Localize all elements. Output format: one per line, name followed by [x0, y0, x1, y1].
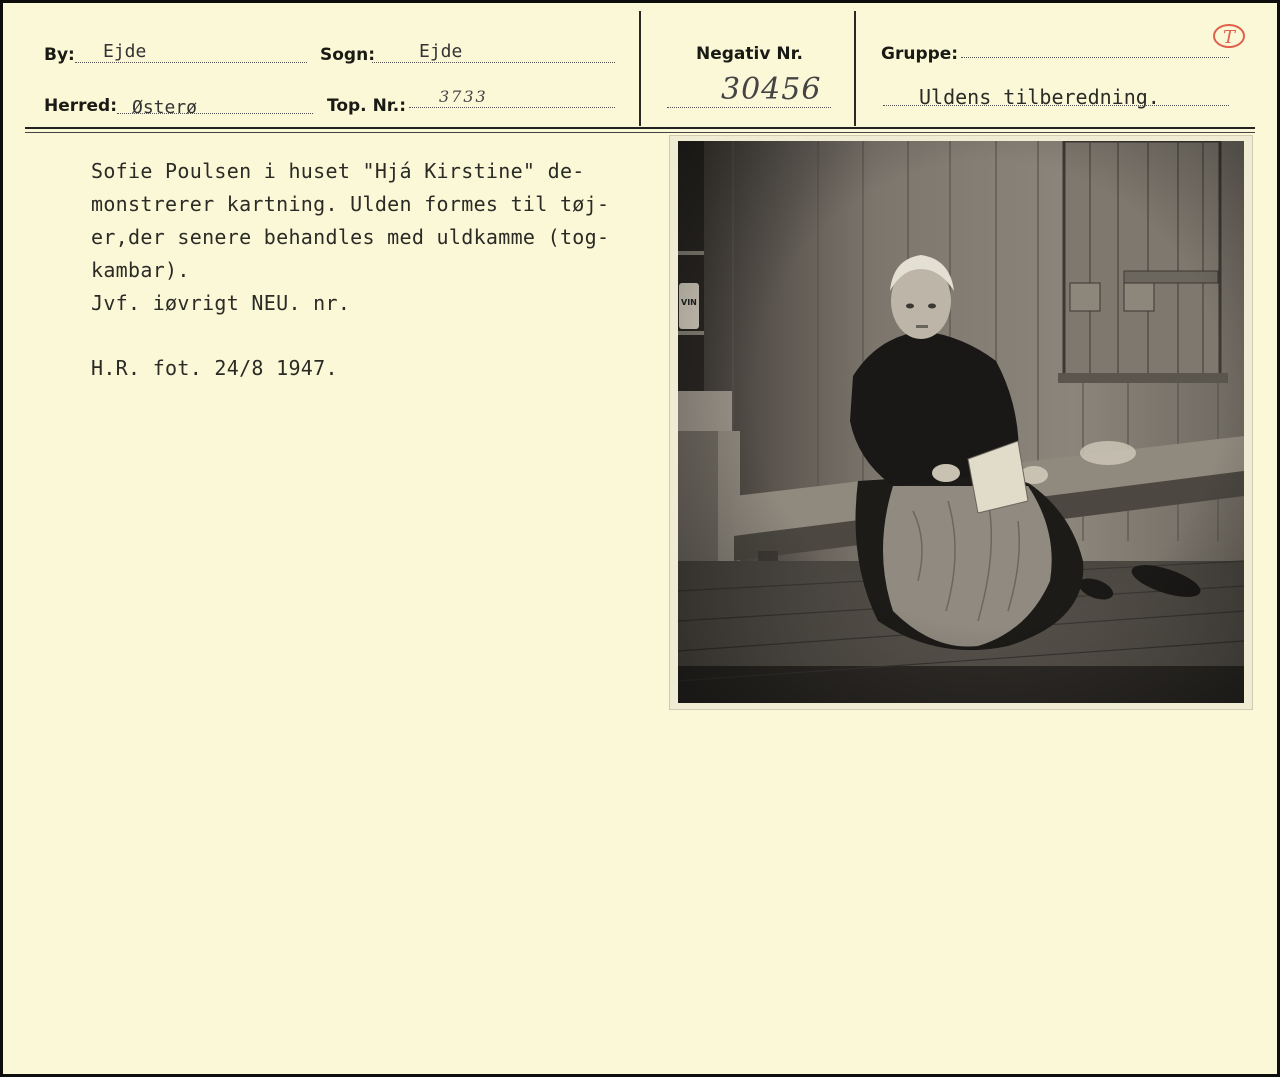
corner-stamp-icon — [1211, 21, 1247, 51]
header-rule-bottom — [25, 132, 1255, 133]
photograph — [678, 141, 1244, 703]
by-value: Ejde — [103, 41, 147, 62]
photo-frame — [669, 135, 1253, 710]
topnr-dotted-line — [409, 107, 615, 108]
description-line-2: monstrerer kartning. Ulden formes til tøj- — [91, 192, 610, 216]
herred-value: Østerø — [132, 97, 198, 118]
header-rule-top — [25, 127, 1255, 129]
gruppe-label: Gruppe: — [881, 44, 959, 64]
topnr-value: 3733 — [439, 87, 488, 106]
corner-stamp-letter: T — [1222, 27, 1236, 48]
description-line-1: Sofie Poulsen i huset "Hjá Kirstine" de- — [91, 159, 585, 183]
by-label: By: — [44, 45, 75, 65]
sogn-label: Sogn: — [320, 45, 375, 65]
divider-2 — [854, 11, 856, 126]
sogn-dotted-line — [372, 62, 615, 63]
description-line-5: Jvf. iøvrigt NEU. nr. — [91, 291, 351, 315]
by-dotted-line — [75, 62, 307, 63]
negativ-value: 30456 — [721, 72, 822, 107]
topnr-label: Top. Nr.: — [327, 96, 407, 116]
index-card — [3, 3, 1277, 1074]
divider-1 — [639, 11, 641, 126]
sogn-value: Ejde — [419, 41, 463, 62]
negativ-label: Negativ Nr. — [696, 44, 803, 64]
description-line-3: er,der senere behandles med uldkamme (tog- — [91, 225, 610, 249]
gruppe-dotted-line-1 — [961, 57, 1229, 58]
gruppe-value: Uldens tilberedning. — [919, 85, 1160, 109]
negativ-dotted-line — [667, 107, 831, 108]
description-line-4: kambar). — [91, 258, 190, 282]
photo-credit: H.R. fot. 24/8 1947. — [91, 356, 338, 380]
herred-label: Herred: — [44, 96, 118, 116]
